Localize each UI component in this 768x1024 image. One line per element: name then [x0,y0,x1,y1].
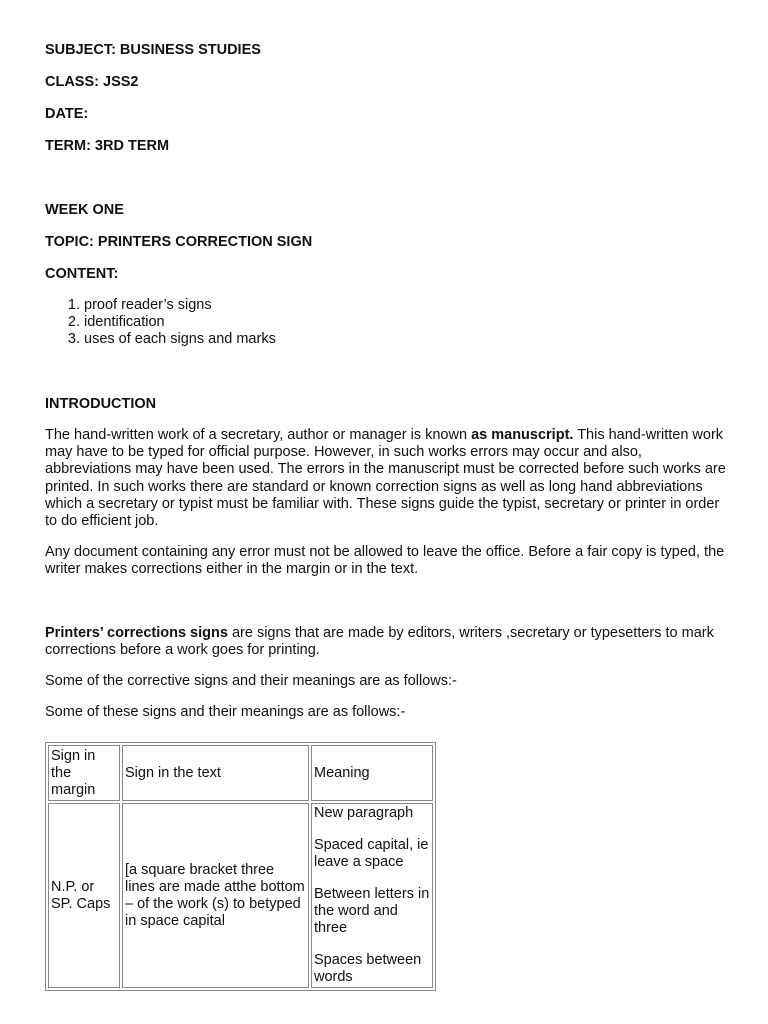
list-item: 1. proof reader’s signs [84,297,730,314]
meaning-item: New paragraph [314,805,414,821]
signs-table [45,742,436,991]
printers-text: are signs that are made by editors, writers ,secretary or typesetters to mark corrections before a work goes for printing. [45,624,714,658]
subject-line: SUBJECT: BUSINESS STUDIES [45,42,261,58]
week-line: WEEK ONE [45,202,124,218]
introduction-paragraph-2: Any document containing any error must not be allowed to leave the office. Before a fair copy is typed, the writer makes corrections either in the margin or in the text. [45,544,725,578]
document-page [45,41,730,985]
header-sign-in-margin: Sign in the margin [48,745,120,801]
header-meaning: Meaning [311,745,433,801]
introduction-paragraph-1 [45,427,730,530]
introduction-heading: INTRODUCTION [45,396,157,412]
cell-margin-sign: N.P. or SP. Caps [48,803,120,988]
corrective-signs-paragraph: Some of the corrective signs and their meanings are as follows:- [45,673,457,690]
meaning-item: Spaced capital, ie leave a space [314,837,429,870]
intro-text-start: The hand-written work of a secretary, author or manager is known [45,427,472,443]
list-item: 2. identification [84,314,730,331]
table-row [48,803,433,988]
header-sign-in-text: Sign in the text [122,745,309,801]
meaning-item: Spaces between words [314,952,422,985]
intro-text-rest: This hand-written work may have to be typed for official purpose. However, in such works errors may occur and also, abbreviations may have been used. The errors in the manuscript must be corrected before such works are printed. In such works there are standard or known correction signs as well as long hand abbreviations which a secretary or typist must be familiar with. These signs guide the typist, secretary or printer in order to do efficient job. [45,427,726,530]
meaning-item: Between letters in the word and three [314,886,430,936]
printers-paragraph [45,625,730,659]
content-list [45,297,730,348]
signs-meanings-paragraph: Some of these signs and their meanings are as follows:- [45,704,406,721]
date-line: DATE: [45,106,89,122]
printers-bold-lead: Printers’ corrections signs [45,624,228,641]
content-heading: CONTENT: [45,266,119,282]
class-line: CLASS: JSS2 [45,74,139,90]
topic-line: TOPIC: PRINTERS CORRECTION SIGN [45,234,313,250]
cell-meaning [311,803,433,988]
term-line: TERM: 3RD TERM [45,138,170,154]
table-header-row [48,745,433,801]
cell-text-sign: [a square bracket three lines are made atthe bottom – of the work (s) to betyped in space capital [122,803,309,988]
list-item: 3. uses of each signs and marks [84,331,730,348]
manuscript-bold: as manuscript. [471,427,574,443]
